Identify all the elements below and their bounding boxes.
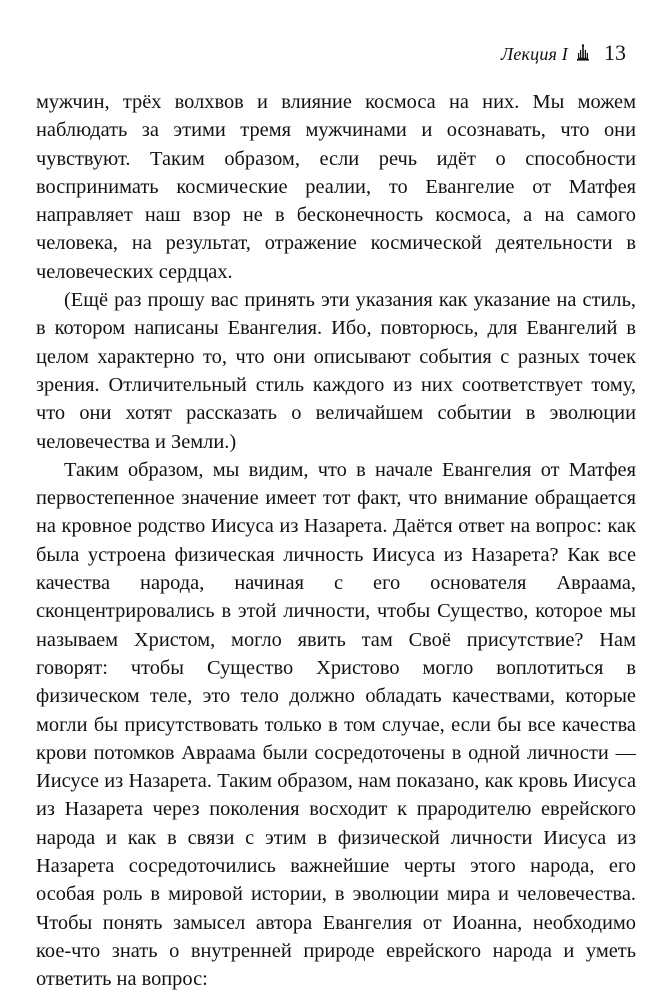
running-header bbox=[501, 40, 626, 66]
page-number: 13 bbox=[604, 40, 626, 65]
candelabra-icon bbox=[576, 44, 590, 62]
paragraph: (Ещё раз прошу вас принять эти указания как указание на стиль, в котором написаны Евангелия. Ибо, повторюсь, для Евангелий в целом характерно то, что они описывают события с разных точек зрения. Отличительный стиль каждого из них соответствует тому, что они хотят рассказать о величайшем событии в эволюции человечества и Земли.) bbox=[36, 289, 636, 453]
body-text bbox=[36, 88, 636, 994]
header-title: Лекция I bbox=[500, 44, 568, 64]
paragraph: Таким образом, мы видим, что в начале Евангелия от Матфея первостепенное значение имеет тот факт, что внимание обращается на кровное родство Иисуса из Назарета. Даётся ответ на вопрос: как была устроена физическая личность Иисуса из Назарета? Как все качества народа, начиная с его основателя Авраама, сконцентрировались в этой личности, чтобы Существо, которое мы называем Христом, могло явить там Своё присутствие? Нам говорят: чтобы Существо Христово могло воплотиться в физическом теле, это тело должно обладать качествами, которые могли бы присутствовать только в том случае, если бы все качества крови потомков Авраама были сосредоточены в одной личности — Иисусе из Назарета. Таким образом, нам показано, как кровь Иисуса из Назарета через поколения восходит к прародителю еврейского народа и как в связи с этим в физической личности Иисуса из Назарета сосредоточились важнейшие черты этого народа, его особая роль в мировой истории, в эволюции мира и человечества. Чтобы понять замысел автора Евангелия от Иоанна, необходимо кое-что знать о внутренней природе еврейского народа и уметь ответить на вопрос: bbox=[36, 458, 636, 991]
paragraph-continued: мужчин, трёх волхвов и влияние космоса на них. Мы можем наблюдать за этими тремя мужчинами и осознавать, что они чувствуют. Таким образом, если речь идёт о способности воспринимать космические реалии, то Евангелие от Матфея направляет наш взор не в бесконечность космоса, а на самого человека, на результат, отражение космической деятельности в человеческих сердцах. bbox=[36, 91, 636, 283]
